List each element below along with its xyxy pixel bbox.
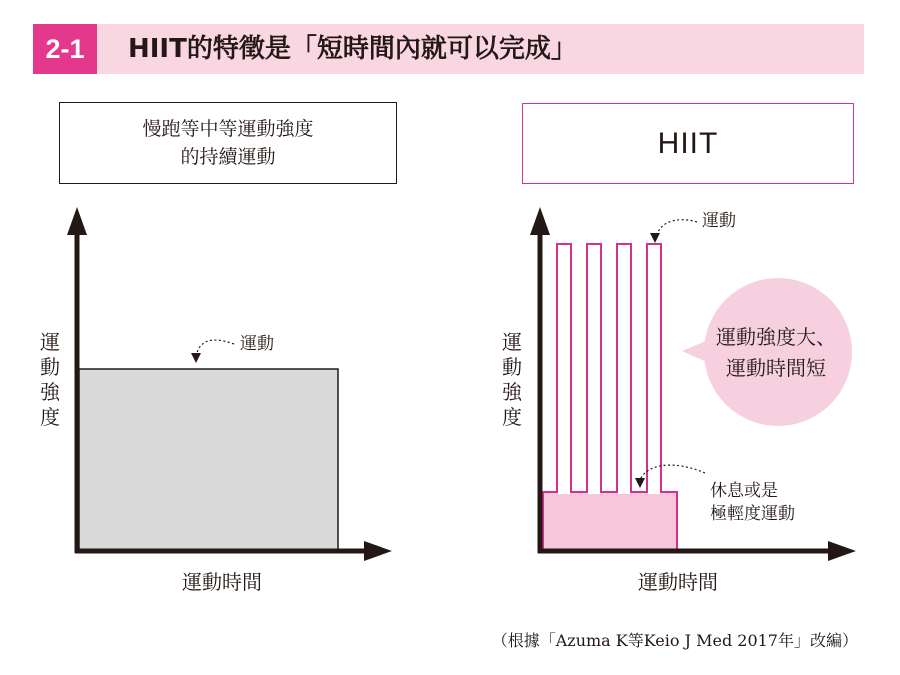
left-exercise-curved-pointer-icon xyxy=(191,340,234,363)
sprint-bar-2 xyxy=(587,244,601,494)
rest-note xyxy=(710,480,795,526)
bubble-text xyxy=(716,322,836,384)
left-exercise-note: 運動 xyxy=(240,334,274,354)
hiit-title: HIIT xyxy=(657,126,719,160)
right-exercise-curved-pointer-icon xyxy=(650,220,697,243)
sprint-bar-3 xyxy=(617,244,631,494)
continuous-title-line-1: 慢跑等中等運動強度 xyxy=(142,118,314,140)
source-citation: （根據「Azuma K等Keio J Med 2017年」改編） xyxy=(491,631,858,650)
rest-note-line-2: 極輕度運動 xyxy=(710,504,795,524)
bubble-line-1: 運動強度大、 xyxy=(716,325,836,349)
rest-curved-pointer-icon xyxy=(635,465,705,488)
figure-number: 2-1 xyxy=(33,24,97,74)
sprint-bar-1 xyxy=(557,244,571,494)
left-y-axis-label: 運動強度 xyxy=(40,330,60,429)
hiit-chart xyxy=(543,244,677,551)
rest-note-line-1: 休息或是 xyxy=(710,481,778,501)
bubble-line-2: 運動時間短 xyxy=(726,356,826,380)
right-x-axis-label: 運動時間 xyxy=(638,570,718,594)
figure-title: HIIT的特徵是「短時間內就可以完成」 xyxy=(128,34,577,64)
right-exercise-note: 運動 xyxy=(702,211,736,231)
right-y-axis-label: 運動強度 xyxy=(502,330,522,429)
continuous-exercise-block xyxy=(79,369,338,551)
rest-level-block xyxy=(543,492,677,551)
left-x-axis-label: 運動時間 xyxy=(182,570,262,594)
sprint-bar-4 xyxy=(647,244,661,494)
continuous-title-line-2: 的持續運動 xyxy=(180,146,276,168)
